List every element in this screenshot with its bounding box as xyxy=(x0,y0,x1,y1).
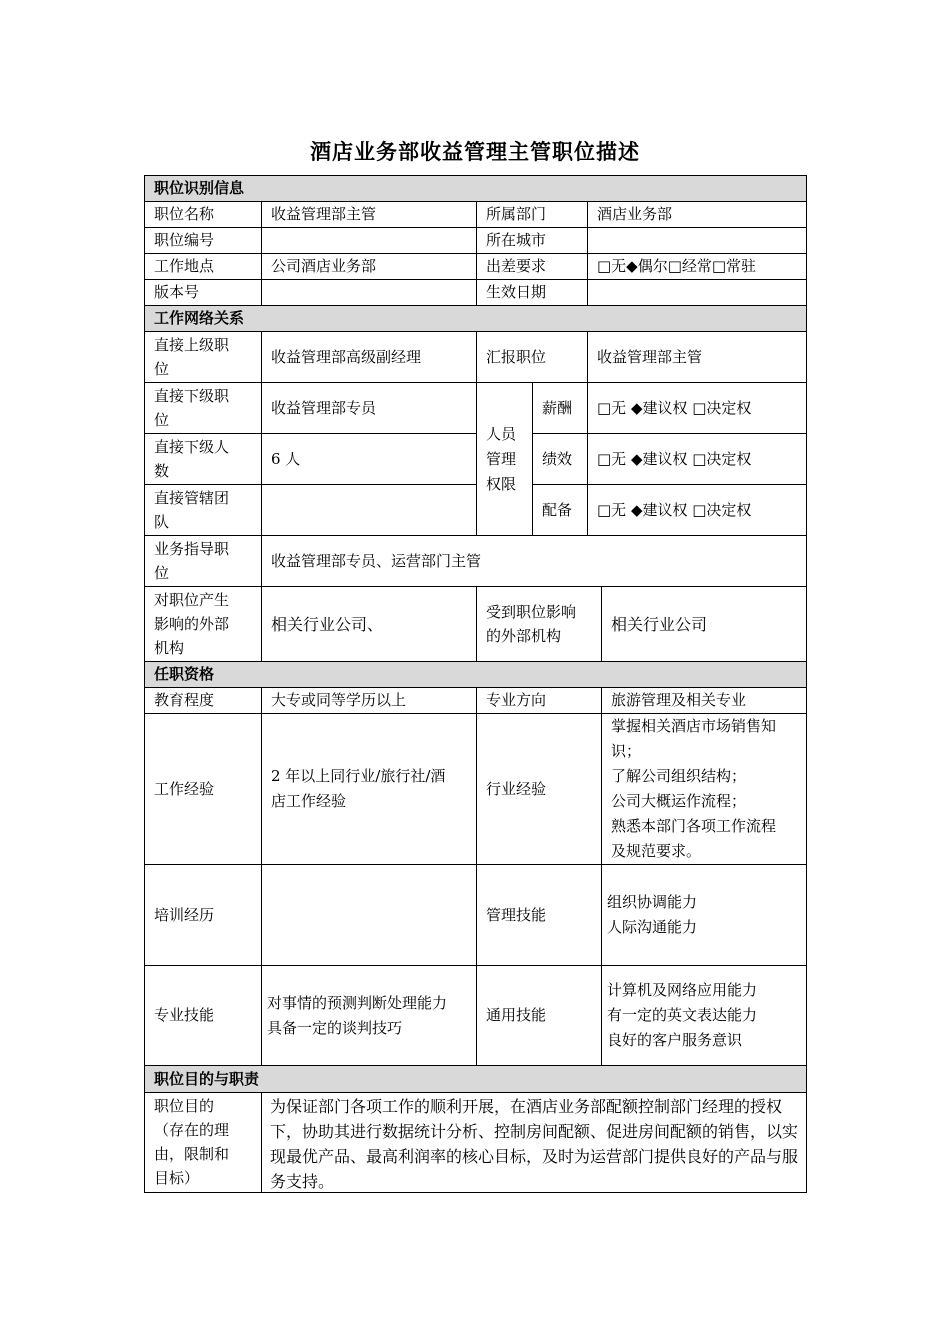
superior-value: 收益管理部高级副经理 xyxy=(261,331,477,383)
guidance-value: 收益管理部专员、运营部门主管 xyxy=(261,535,807,587)
general-skill-label: 通用技能 xyxy=(476,965,602,1066)
report-label: 汇报职位 xyxy=(476,331,588,383)
effective-date-label: 生效日期 xyxy=(476,279,588,306)
purpose-value: 为保证部门各项工作的顺利开展，在酒店业务部配额控制部门经理的授权下，协助其进行数据统计分析、控制房间配额、促进房间配额的销售，以实现最优产品、最高利润率的核心目标，及时为运营部门提供良好的产品与服务支持。 xyxy=(261,1092,807,1193)
training-value xyxy=(261,864,477,966)
subordinate-label: 直接下级职 位 xyxy=(144,382,262,434)
document-title: 酒店业务部收益管理主管职位描述 xyxy=(310,139,640,164)
industry-experience-label: 行业经验 xyxy=(476,713,602,865)
professional-skill-value: 对事情的预测判断处理能力 具备一定的谈判技巧 xyxy=(261,965,477,1066)
external-affected-value: 相关行业公司 xyxy=(601,586,807,662)
team-value xyxy=(261,484,477,536)
location-label: 工作地点 xyxy=(144,253,262,280)
professional-skill-label: 专业技能 xyxy=(144,965,262,1066)
headcount-value: 6 人 xyxy=(261,433,477,485)
performance-label: 绩效 xyxy=(532,433,588,485)
purpose-label: 职位目的 （存在的理 由，限制和 目标） xyxy=(144,1092,262,1193)
position-name-value: 收益管理部主管 xyxy=(261,201,477,228)
department-value: 酒店业务部 xyxy=(587,201,807,228)
external-affected-label: 受到职位影响 的外部机构 xyxy=(476,586,602,662)
location-value: 公司酒店业务部 xyxy=(261,253,477,280)
management-skill-label: 管理技能 xyxy=(476,864,602,966)
section-header-purpose: 职位目的与职责 xyxy=(144,1065,807,1093)
section-header-network: 工作网络关系 xyxy=(144,305,807,332)
travel-value: □无◆偶尔□经常□常驻 xyxy=(587,253,807,280)
position-name-label: 职位名称 xyxy=(144,201,262,228)
city-label: 所在城市 xyxy=(476,227,588,254)
team-label: 直接管辖团 队 xyxy=(144,484,262,536)
industry-experience-value: 掌握相关酒店市场销售知 识； 了解公司组织结构； 公司大概运作流程； 熟悉本部门各项工作流程 及规范要求。 xyxy=(601,713,807,865)
experience-label: 工作经验 xyxy=(144,713,262,865)
department-label: 所属部门 xyxy=(476,201,588,228)
city-value xyxy=(587,227,807,254)
guidance-label: 业务指导职 位 xyxy=(144,535,262,587)
training-label: 培训经历 xyxy=(144,864,262,966)
salary-label: 薪酬 xyxy=(532,382,588,434)
salary-value: □无 ◆建议权 □决定权 xyxy=(587,382,807,434)
subordinate-value: 收益管理部专员 xyxy=(261,382,477,434)
position-code-value xyxy=(261,227,477,254)
position-code-label: 职位编号 xyxy=(144,227,262,254)
education-label: 教育程度 xyxy=(144,687,262,714)
staffing-label: 配备 xyxy=(532,484,588,536)
section-header-qualification: 任职资格 xyxy=(144,661,807,688)
effective-date-value xyxy=(587,279,807,306)
version-value xyxy=(261,279,477,306)
external-impact-label: 对职位产生 影响的外部 机构 xyxy=(144,586,262,662)
general-skill-value: 计算机及网络应用能力 有一定的英文表达能力 良好的客户服务意识 xyxy=(601,965,807,1066)
travel-label: 出差要求 xyxy=(476,253,588,280)
headcount-label: 直接下级人 数 xyxy=(144,433,262,485)
staffing-value: □无 ◆建议权 □决定权 xyxy=(587,484,807,536)
report-value: 收益管理部主管 xyxy=(587,331,807,383)
management-skill-value: 组织协调能力 人际沟通能力 xyxy=(601,864,807,966)
superior-label: 直接上级职 位 xyxy=(144,331,262,383)
major-label: 专业方向 xyxy=(476,687,602,714)
performance-value: □无 ◆建议权 □决定权 xyxy=(587,433,807,485)
external-impact-value: 相关行业公司、 xyxy=(261,586,477,662)
experience-value: 2 年以上同行业/旅行社/酒 店工作经验 xyxy=(261,713,477,865)
authority-label: 人员 管理 权限 xyxy=(476,382,533,536)
education-value: 大专或同等学历以上 xyxy=(261,687,477,714)
major-value: 旅游管理及相关专业 xyxy=(601,687,807,714)
version-label: 版本号 xyxy=(144,279,262,306)
section-header-identity: 职位识别信息 xyxy=(144,175,807,202)
